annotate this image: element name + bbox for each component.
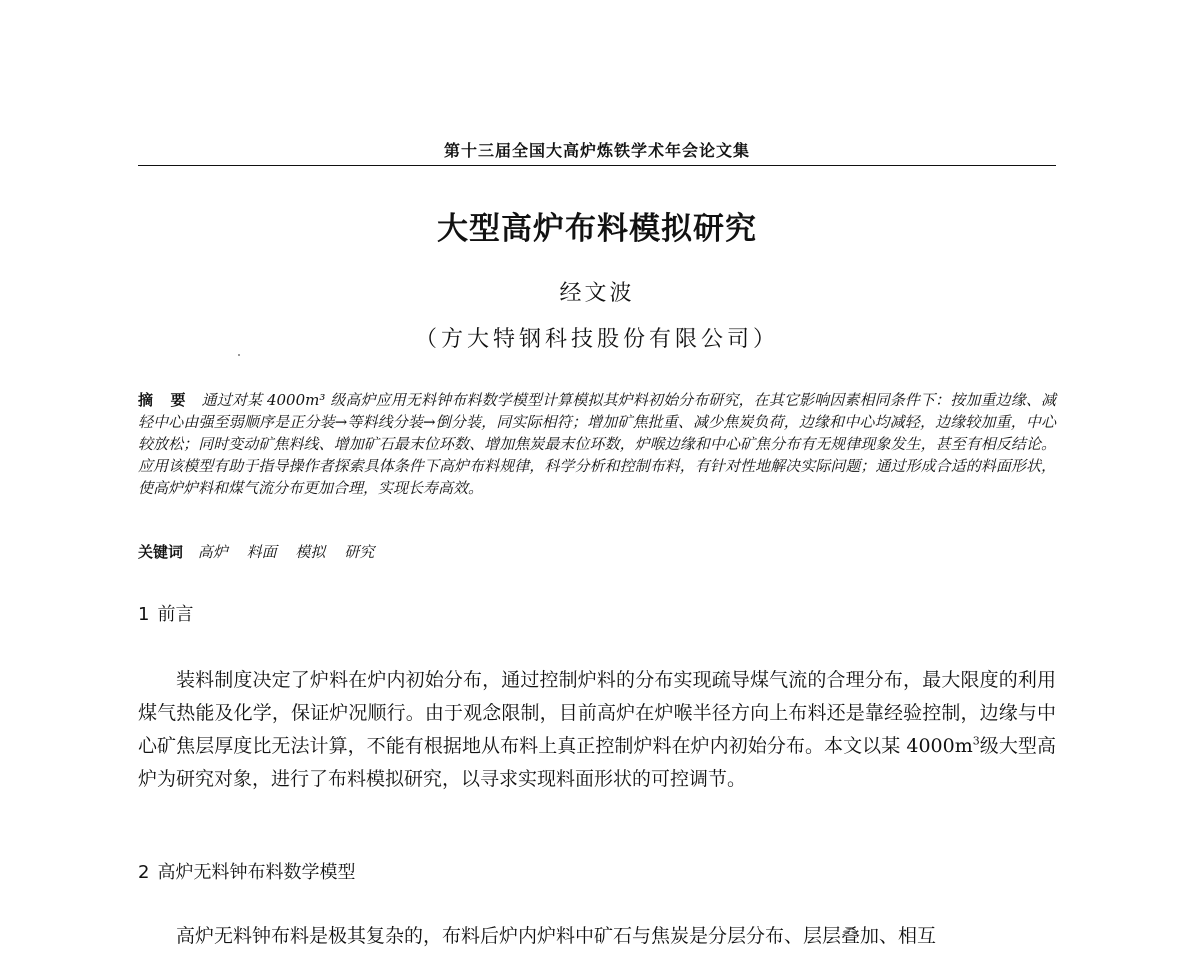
author-name: 经文波: [559, 281, 635, 306]
keywords-label: 关键词: [138, 543, 184, 561]
keyword: 料面: [246, 543, 277, 561]
superscript: 3: [972, 734, 980, 748]
scan-speck: [238, 354, 240, 356]
keyword: 高炉: [197, 543, 228, 561]
running-header: 第十三届全国大高炉炼铁学术年会论文集: [138, 138, 1056, 166]
paper-title: 大型高炉布料模拟研究: [437, 211, 757, 247]
paragraph-text: 级大型高炉为研究对象，进行了布料模拟研究，以寻求实现料面形状的可控调节。: [138, 735, 1056, 790]
section-1-paragraph: [138, 664, 1056, 796]
keyword: 研究: [344, 543, 375, 561]
section-heading-2: [138, 858, 355, 884]
section-number: 1: [138, 604, 150, 625]
paragraph-text: 高炉无料钟布料是极其复杂的，布料后炉内炉料中矿石与焦炭是分层分布、层层叠加、相互: [176, 925, 937, 947]
section-title: 前言: [157, 604, 194, 625]
section-title: 高炉无料钟布料数学模型: [157, 862, 356, 883]
abstract-label: 摘 要: [138, 391, 192, 409]
keywords: [138, 541, 1056, 563]
section-2-paragraph: [138, 920, 1056, 953]
paragraph-text: 装料制度决定了炉料在炉内初始分布，通过控制炉料的分布实现疏导煤气流的合理分布，最大限度的利用煤气热能及化学，保证炉况顺行。由于观念限制，目前高炉在炉喉半径方向上布料还是靠经验控制，边缘与中心矿焦层厚度比无法计算，不能有根据地从布料上真正控制炉料在炉内初始分布。本文以某 4000m: [138, 669, 1056, 757]
section-number: 2: [138, 862, 150, 883]
keyword: 模拟: [295, 543, 326, 561]
author-affiliation: （方大特钢科技股份有限公司）: [414, 327, 779, 352]
section-heading-1: [138, 600, 193, 626]
abstract: [138, 389, 1056, 499]
abstract-text: 通过对某 4000m³ 级高炉应用无料钟布料数学模型计算模拟其炉料初始分布研究，在其它影响因素相同条件下：按加重边缘、减轻中心由强至弱顺序是正分装→等料线分装→倒分装，同实际相符；增加矿焦批重、减少焦炭负荷，边缘和中心均减轻，边缘较加重，中心较放松；同时变动矿焦料线、增加矿石最末位环数、增加焦炭最末位环数，炉喉边缘和中心矿焦分布有无规律现象发生，甚至有相反结论。应用该模型有助于指导操作者探索具体条件下高炉布料规律，科学分析和控制布料，有针对性地解决实际问题；通过形成合适的料面形状，使高炉炉料和煤气流分布更加合理，实现长寿高效。: [138, 391, 1056, 497]
